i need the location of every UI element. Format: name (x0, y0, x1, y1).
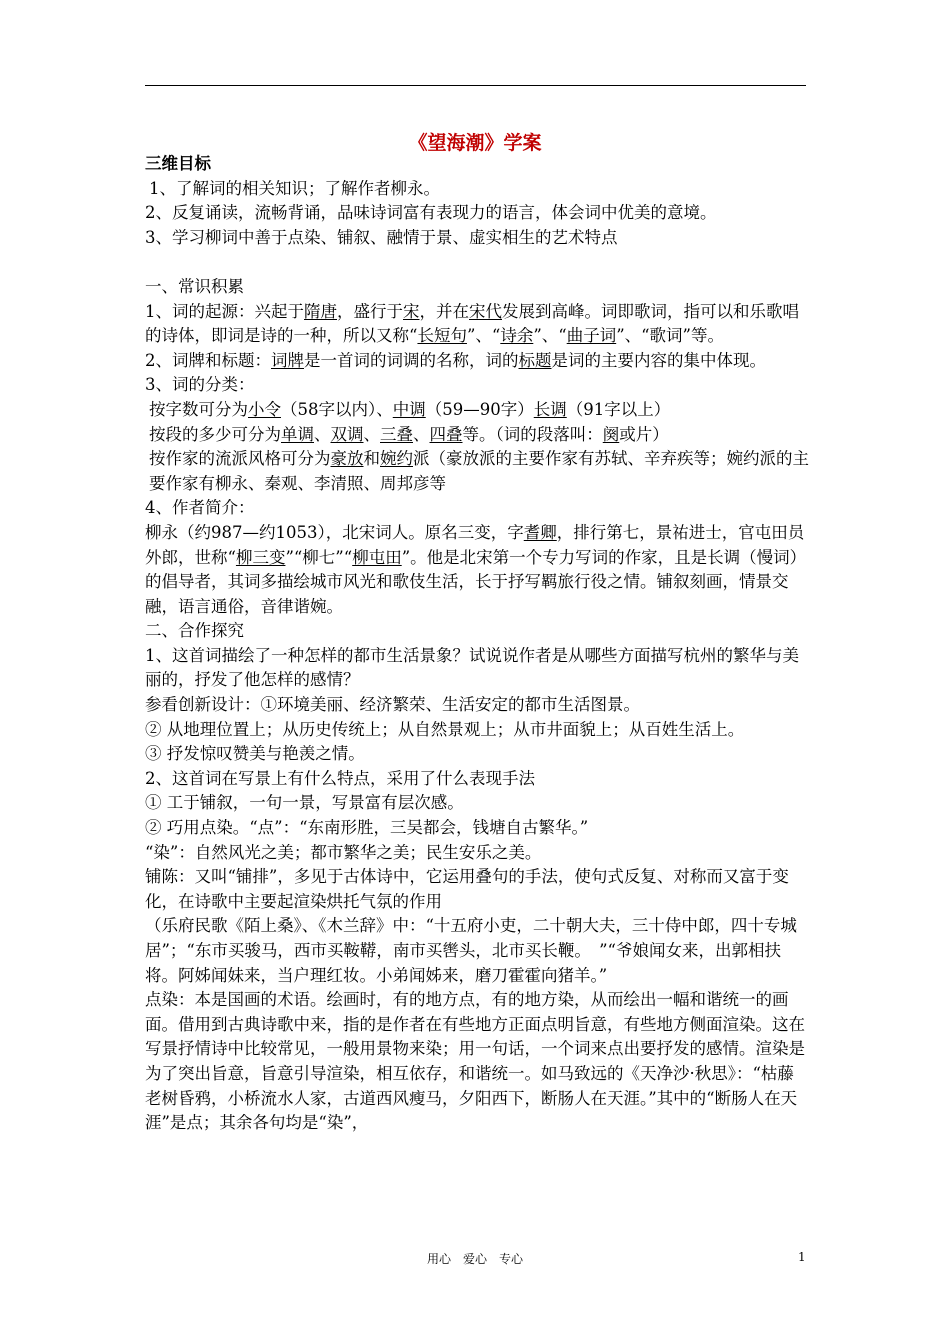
footer-motto: 用心 爱心 专心 (426, 1252, 523, 1266)
question-2: 2、这首词在写景上有什么特点，采用了什么表现手法 (145, 768, 535, 788)
answer-wanyue: 婉约 (380, 449, 413, 469)
answer-sidie: 四叠 (429, 424, 463, 444)
question-1-reference: 参看创新设计：①环境美丽、经济繁荣、生活安定的都市生活图景。 (145, 695, 640, 715)
answer-liu-tuntian: 柳屯田 (352, 547, 402, 567)
class-by-school: 按作家的流派风格可分为豪放和婉约派（豪放派的主要作家有苏轼、辛弃疾等；婉约派的主要作家有柳永、秦观、李清照、周邦彦等 (149, 449, 809, 493)
origin-paragraph: 1、词的起源：兴起于隋唐，盛行于宋，并在宋代发展到高峰。词即歌词，指可以和乐歌唱的诗体，即词是诗的一种，所以又称“长短句”、“诗余”、“曲子词”、“歌词”等。 (145, 301, 799, 346)
answer-zhongdiao: 中调 (392, 399, 426, 419)
question-1: 1、这首词描绘了一种怎样的都市生活景象？试说说作者是从哪些方面描写杭州的繁华与美丽的，抒发了他怎样的感情？ (145, 645, 799, 690)
answer-cipai: 词牌 (271, 350, 304, 370)
goals-heading: 三维目标 (145, 154, 211, 173)
answer-xiaoling: 小令 (248, 399, 281, 419)
answer-que: 阕 (602, 424, 620, 444)
page-number: 1 (798, 1250, 806, 1264)
question-2-answer-1: ① 工于铺叙，一句一景，写景富有层次感。 (145, 793, 464, 813)
answer-shiyu: 诗余 (500, 326, 534, 346)
answer-song: 宋 (403, 301, 420, 321)
goal-item-2: 2、反复诵读，流畅背诵，品味诗词富有表现力的语言，体会词中优美的意境。 (145, 203, 717, 223)
class-by-length: 按字数可分为小令（58字以内）、中调（59—90字）长调（91字以上） (149, 399, 671, 419)
answer-song-dynasty: 宋代 (469, 301, 502, 321)
answer-changduanju: 长短句 (417, 326, 467, 346)
puchen-paragraph: 铺陈：又叫“铺排”，多见于古体诗中，它运用叠句的手法，使句式反复、对称而又富于变化，在诗歌中主要起渲染烘托气氛的作用 (145, 867, 789, 911)
answer-quzici: 曲子词 (566, 326, 617, 346)
document-title: 《望海潮》学案 (408, 132, 542, 154)
question-1-answer-3: ③ 抒发惊叹赞美与艳羡之情。 (145, 744, 365, 764)
header-rule (145, 85, 806, 86)
answer-sui-tang: 隋唐 (304, 301, 337, 321)
author-heading: 4、作者简介： (145, 498, 255, 518)
part2-heading: 二、合作探究 (145, 621, 244, 641)
answer-biaoti: 标题 (518, 350, 552, 370)
puchen-example: （乐府民歌《陌上桑》、《木兰辞》中：“十五府小吏，二十朝大夫，三十侍中郎，四十专城居”；“东市买骏马，西市买鞍鞯，南市买辔头，北市买长鞭。 ”“爷娘闻女来，出郭相扶将。阿姊闻妹来，当户理红妆。小弟闻姊来，磨刀霍霍向猪羊。” (145, 916, 797, 985)
goal-item-3: 3、学习柳词中善于点染、铺叙、融情于景、虚实相生的艺术特点 (145, 227, 618, 247)
answer-dandiao: 单调 (281, 424, 314, 444)
goal-item-1: 1、了解词的相关知识；了解作者柳永。 (149, 178, 440, 198)
author-paragraph: 柳永（约987—约1053），北宋词人。原名三变，字耆卿，排行第七，景祐进士，官屯田员外郎，世称“柳三变”“柳七”“柳屯田”。他是北宋第一个专力写词的作家，且是长调（慢词）的倡导者，其词多描绘城市风光和歌伎生活，长于抒写羁旅行役之情。铺叙刻画，情景交融，语言通俗，音律谐婉。 (145, 522, 807, 616)
question-2-answer-2: ② 巧用点染。“点”：“东南形胜，三吴都会，钱塘自古繁华。” (145, 818, 589, 838)
title-def-paragraph: 2、词牌和标题：词牌是一首词的词调的名称，词的标题是词的主要内容的集中体现。 (145, 350, 766, 370)
question-1-answer-2: ② 从地理位置上；从历史传统上；从自然景观上；从市井面貌上；从百姓生活上。 (145, 719, 745, 739)
answer-changdiao: 长调 (533, 399, 567, 419)
answer-sandie: 三叠 (380, 424, 413, 444)
class-heading: 3、词的分类： (145, 375, 255, 395)
dianran-paragraph: 点染：本是国画的术语。绘画时，有的地方点，有的地方染，从而绘出一幅和谐统一的画面。借用到古典诗歌中来，指的是作者在有些地方正面点明旨意，有些地方侧面渲染。这在写景抒情诗中比较常见，一般用景物来染；用一句话，一个词来点出要抒发的感情。渲染是为了突出旨意，旨意引导渲染，相互依存，和谐统一。如马致远的《天净沙·秋思》：“枯藤老树昏鸦，小桥流水人家，古道西风瘦马，夕阳西下，断肠人在天涯。”其中的“断肠人在天涯”是点；其余各句均是“染”， (145, 990, 805, 1133)
blank-line (145, 250, 810, 275)
document-body (145, 152, 810, 1136)
answer-shuangdiao: 双调 (330, 424, 364, 444)
answer-liu-sanbian: 柳三变 (235, 547, 286, 567)
class-by-section: 按段的多少可分为单调、双调、三叠、四叠等。（词的段落叫：阕或片） (149, 424, 669, 444)
answer-qiqing: 耆卿 (523, 522, 557, 542)
question-2-answer-3: “染”：自然风光之美；都市繁华之美；民生安乐之美。 (145, 842, 542, 862)
answer-haofang: 豪放 (330, 449, 364, 469)
part1-heading: 一、常识积累 (145, 276, 244, 296)
